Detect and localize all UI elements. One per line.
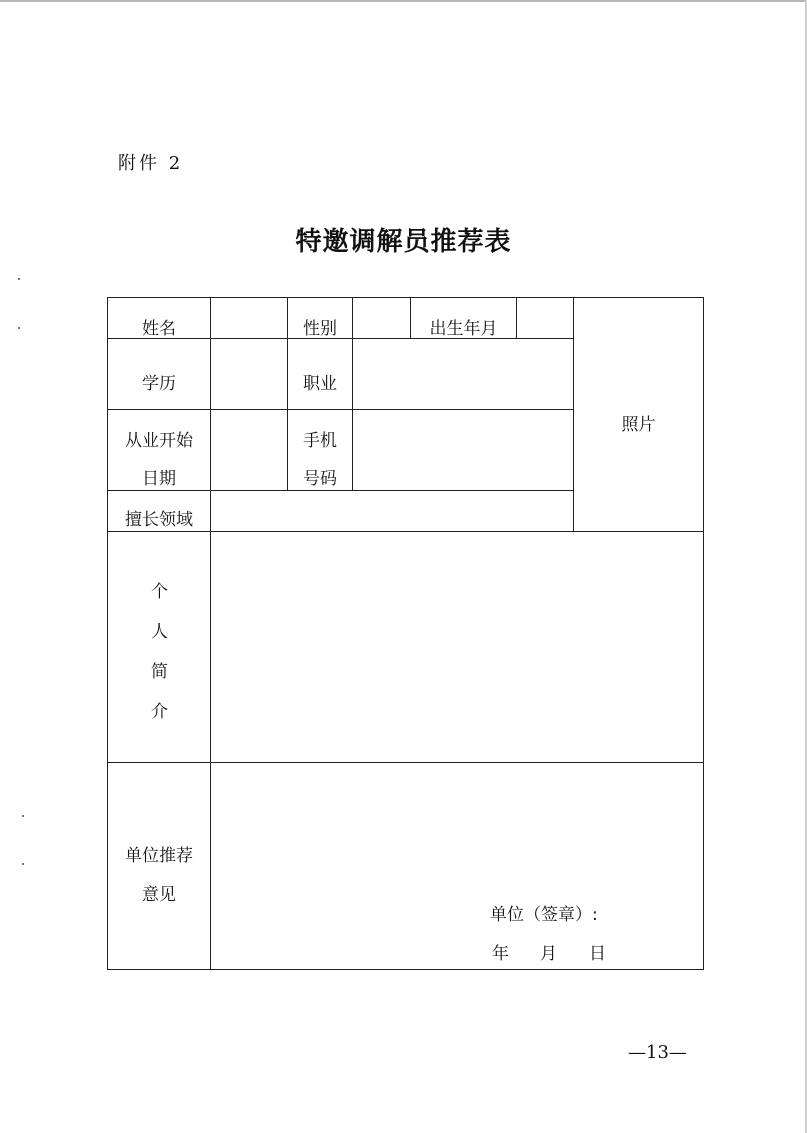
row-divider [107, 762, 704, 763]
attachment-label: 附件 2 [118, 153, 184, 174]
table-border-top [107, 297, 704, 298]
profile-char: 个 [151, 582, 168, 602]
date-day: 日 [589, 944, 606, 964]
unit-seal-label: 单位（签章）: [490, 905, 598, 925]
column-divider [352, 297, 353, 491]
photo-label: 照片 [621, 415, 656, 435]
occupation-label: 职业 [303, 374, 337, 394]
start-date-label-line1: 从业开始 [125, 431, 193, 451]
profile-char: 简 [151, 662, 168, 682]
row-divider [107, 531, 704, 532]
education-label: 学历 [142, 374, 176, 394]
column-divider [516, 297, 517, 338]
birth-date-label: 出生年月 [429, 319, 498, 339]
profile-char: 人 [151, 622, 168, 642]
date-month: 月 [540, 944, 557, 964]
form-title: 特邀调解员推荐表 [295, 227, 512, 257]
table-border-bottom [107, 969, 704, 970]
expertise-label: 擅长领域 [125, 510, 193, 530]
profile-char: 介 [151, 702, 168, 722]
row-divider [107, 409, 573, 410]
profile-label [108, 572, 211, 732]
date-year: 年 [492, 944, 509, 964]
name-label: 姓名 [142, 319, 176, 339]
phone-label-line2: 号码 [303, 469, 337, 489]
gender-label: 性别 [303, 319, 337, 339]
recommend-label-line1: 单位推荐 [125, 846, 193, 866]
phone-label-line1: 手机 [303, 431, 337, 451]
table-border-right [703, 297, 704, 970]
start-date-label-line2: 日期 [142, 469, 176, 489]
row-divider [107, 490, 573, 491]
recommend-label-line2: 意见 [142, 885, 176, 905]
page-number: —13— [628, 1042, 687, 1063]
